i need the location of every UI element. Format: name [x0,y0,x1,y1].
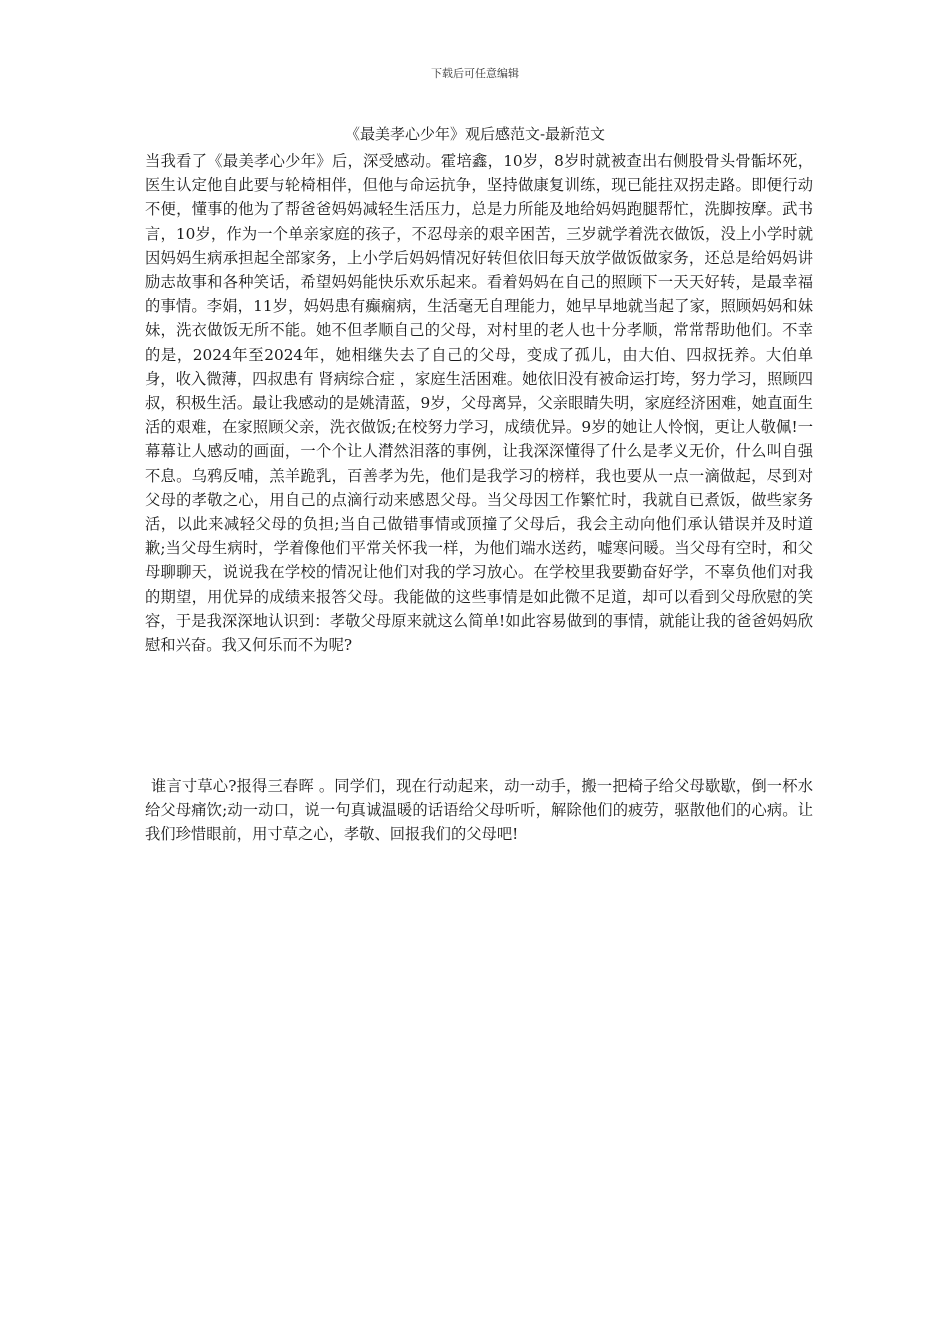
document-title: 《最美孝心少年》观后感范文-最新范文 [344,125,606,143]
header-note: 下载后可任意编辑 [431,67,519,80]
body-paragraph-2: 谁言寸草心?报得三春晖 。同学们，现在行动起来，动一动手，搬一把椅子给父母歇歇，倒一杯水给父母痛饮;动一动口，说一句真诚温暖的话语给父母听听，解除他们的疲劳，驱散他们的心病。让我们珍惜眼前，用寸草之心，孝敬、回报我们的父母吧! [145,777,813,844]
body-paragraph-1: 当我看了《最美孝心少年》后，深受感动。霍培鑫，10岁，8岁时就被查出右侧股骨头骨骺坏死，医生认定他自此要与轮椅相伴，但他与命运抗争，坚持做康复训练，现已能拄双拐走路。即便行动不便，懂事的他为了帮爸爸妈妈减轻生活压力，总是力所能及地给妈妈跑腿帮忙，洗脚按摩。武书言，10岁，作为一个单亲家庭的孩子，不忍母亲的艰辛困苦，三岁就学着洗衣做饭，没上小学时就因妈妈生病承担起全部家务，上小学后妈妈情况好转但依旧每天放学做饭做家务，还总是给妈妈讲励志故事和各种笑话，希望妈妈能快乐欢乐起来。看着妈妈在自己的照顾下一天天好转，是最幸福的事情。李娟，11岁，妈妈患有癫痫病，生活毫无自理能力，她早早地就当起了家，照顾妈妈和妹妹，洗衣做饭无所不能。她不但孝顺自己的父母，对村里的老人也十分孝顺，常常帮助他们。不幸的是，2024年至2024年，她相继失去了自己的父母，变成了孤儿，由大伯、四叔抚养。大伯单身，收入微薄，四叔患有 肾病综合症 ，家庭生活困难。她依旧没有被命运打垮，努力学习，照顾四叔，积极生活。最让我感动的是姚清蓝，9岁，父母离异，父亲眼睛失明，家庭经济困难，她直面生活的艰难，在家照顾父亲，洗衣做饭;在校努力学习，成绩优异。9岁的她让人怜悯，更让人敬佩!一幕幕让人感动的画面，一个个让人潸然泪落的事例，让我深深懂得了什么是孝义无价，什么叫自强不息。乌鸦反哺，羔羊跪乳，百善孝为先，他们是我学习的榜样，我也要从一点一滴做起，尽到对父母的孝敬之心，用自己的点滴行动来感恩父母。当父母因工作繁忙时，我就自已煮饭，做些家务活，以此来减轻父母的负担;当自己做错事情或顶撞了父母后，我会主动向他们承认错误并及时道歉;当父母生病时，学着像他们平常关怀我一样，为他们端水送药，嘘寒问暖。当父母有空时，和父母聊聊天，说说我在学校的情况让他们对我的学习放心。在学校里我要勤奋好学，不辜负他们对我的期望，用优异的成绩来报答父母。我能做的这些事情是如此微不足道，却可以看到父母欣慰的笑容，于是我深深地认识到：孝敬父母原来就这么简单!如此容易做到的事情，就能让我的爸爸妈妈欣慰和兴奋。我又何乐而不为呢? [145,152,813,655]
